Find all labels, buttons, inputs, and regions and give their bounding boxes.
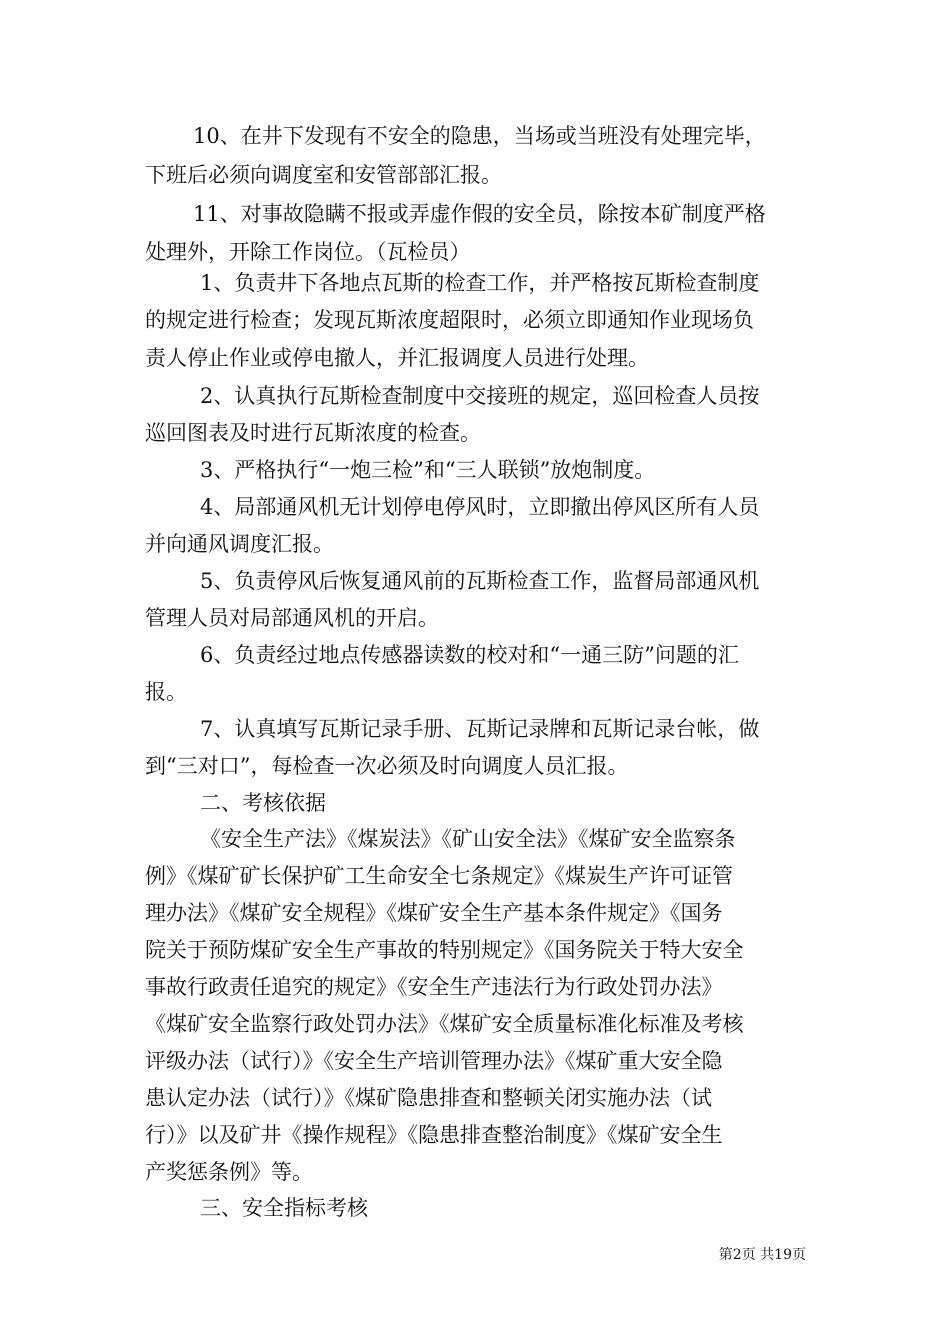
footer-middle: 页 共 — [741, 1247, 775, 1263]
footer-current-page: 2 — [732, 1247, 742, 1263]
footer-suffix: 页 — [792, 1247, 806, 1263]
text-line: 下班后必须向调度室和安管部部汇报。 — [145, 163, 502, 187]
text-line: 《安全生产法》《煤炭法》《矿山安全法》《煤矿安全监察条 — [200, 827, 736, 851]
text-line: 理办法》《煤矿安全规程》《煤矿安全生产基本条件规定》《国务 — [145, 901, 723, 925]
text-line: 报。 — [145, 680, 187, 704]
text-line: 产奖惩条例》等。 — [145, 1160, 313, 1184]
text-line: 院关于预防煤矿安全生产事故的特别规定》《国务院关于特大安全 — [145, 938, 744, 962]
text-line: 管理人员对局部通风机的开启。 — [145, 606, 439, 630]
text-line: 1、负责井下各地点瓦斯的检查工作，并严格按瓦斯检查制度 — [200, 271, 760, 295]
text-line: 3、严格执行“一炮三检”和“三人联锁”放炮制度。 — [200, 458, 656, 482]
text-line: 处理外，开除工作岗位。（瓦检员） — [145, 240, 471, 264]
text-line: 事故行政责任追究的规定》《安全生产违法行为行政处罚办法》 — [145, 975, 723, 999]
text-line: 5、负责停风后恢复通风前的瓦斯检查工作，监督局部通风机 — [200, 569, 760, 593]
text-line: 行）》以及矿井《操作规程》《隐患排查整治制度》《煤矿安全生 — [145, 1123, 723, 1147]
section-heading: 三、安全指标考核 — [200, 1196, 368, 1220]
text-line: 11、对事故隐瞒不报或弄虚作假的安全员，除按本矿制度严格 — [193, 202, 766, 226]
text-line: 巡回图表及时进行瓦斯浓度的检查。 — [145, 421, 481, 445]
page-footer — [560, 1248, 806, 1262]
text-line: 7、认真填写瓦斯记录手册、瓦斯记录牌和瓦斯记录台帐，做 — [200, 717, 760, 741]
footer-total-pages: 19 — [774, 1247, 792, 1263]
footer-prefix: 第 — [718, 1247, 733, 1263]
text-line: 责人停止作业或停电撤人，并汇报调度人员进行处理。 — [145, 346, 649, 370]
text-line: 《煤矿安全监察行政处罚办法》《煤矿安全质量标准化标准及考核 — [145, 1012, 744, 1036]
text-line: 2、认真执行瓦斯检查制度中交接班的规定，巡回检查人员按 — [200, 384, 760, 408]
text-line: 患认定办法（试行）》《煤矿隐患排查和整顿关闭实施办法（试 — [145, 1086, 712, 1110]
text-line: 4、局部通风机无计划停电停风时，立即撤出停风区所有人员 — [200, 495, 760, 519]
text-line: 的规定进行检查；发现瓦斯浓度超限时，必须立即通知作业现场负 — [145, 308, 754, 332]
text-line: 6、负责经过地点传感器读数的校对和“一通三防”问题的汇 — [200, 643, 739, 667]
text-line: 并向通风调度汇报。 — [145, 532, 334, 556]
text-line: 10、在井下发现有不安全的隐患，当场或当班没有处理完毕， — [193, 124, 766, 148]
text-line: 评级办法（试行）》《安全生产培训管理办法》《煤矿重大安全隐 — [145, 1049, 723, 1073]
section-heading: 二、考核依据 — [200, 791, 326, 815]
text-line: 到“三对口”，每检查一次必须及时向调度人员汇报。 — [145, 754, 629, 778]
text-line: 例》《煤矿矿长保护矿工生命安全七条规定》《煤炭生产许可证管 — [145, 864, 733, 888]
